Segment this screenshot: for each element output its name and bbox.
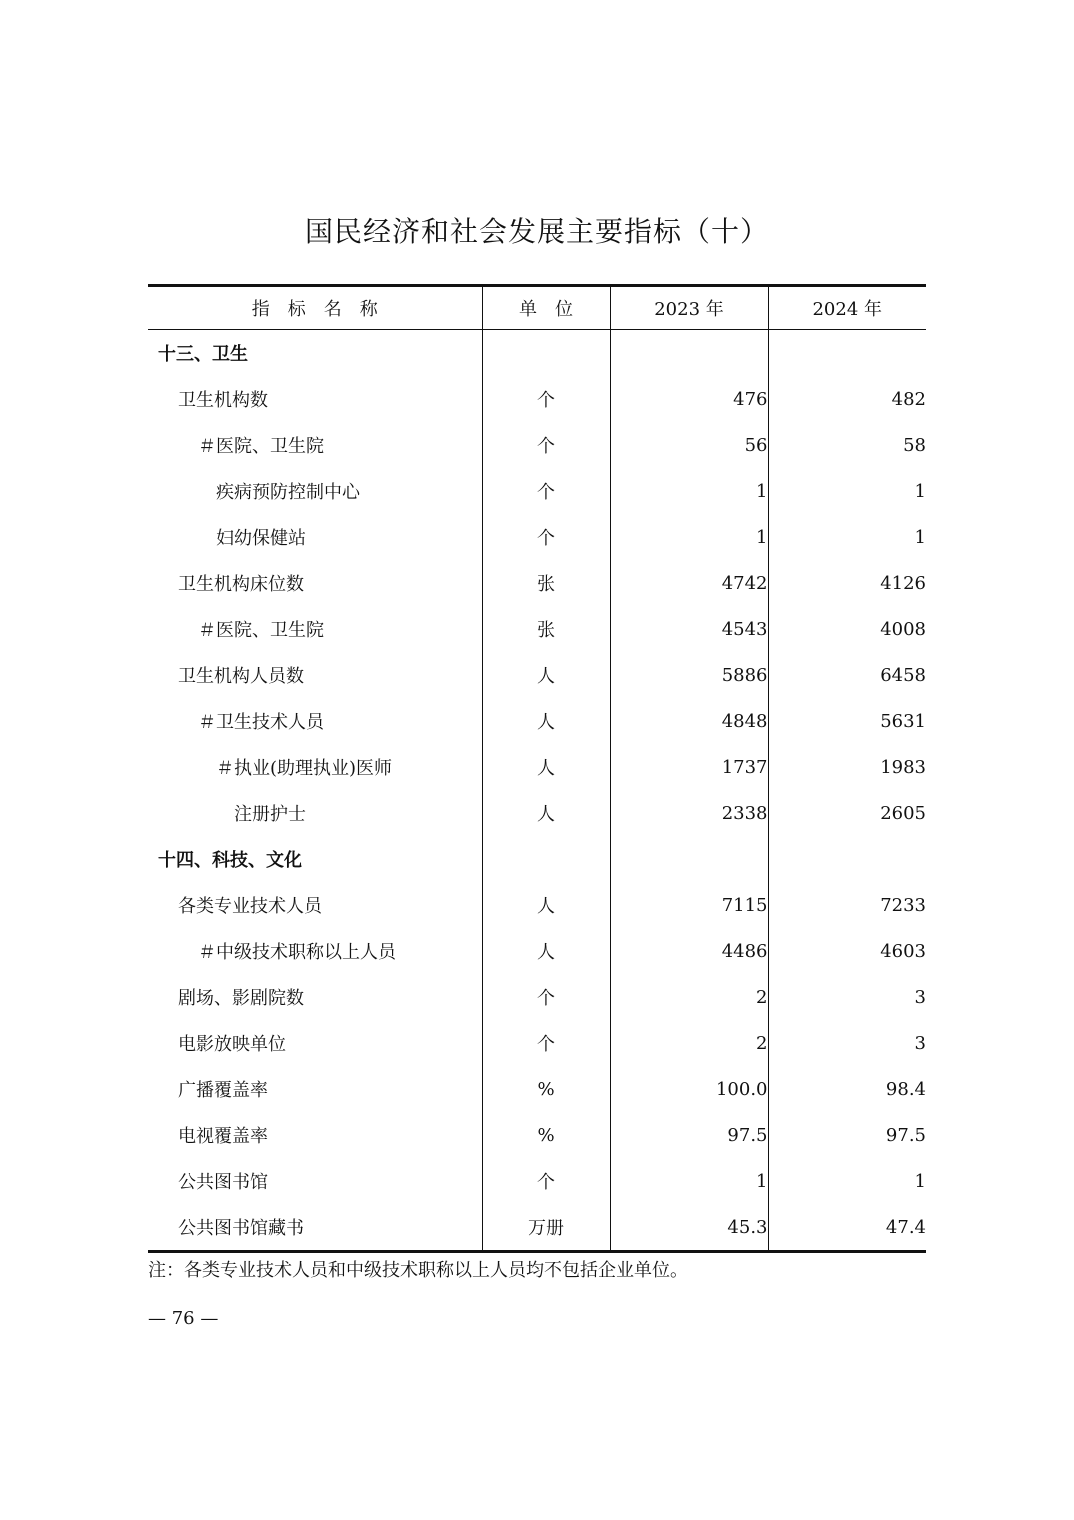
unit-cell: 人	[482, 790, 610, 836]
indicator-name: 剧场、影剧院数	[178, 988, 304, 1009]
indicator-name: ＃中级技术职称以上人员	[198, 942, 396, 963]
value-2024	[768, 836, 926, 882]
indicator-name: 电影放映单位	[178, 1034, 286, 1055]
indicator-name: ＃执业(助理执业)医师	[216, 758, 393, 779]
section-row	[148, 836, 926, 882]
value-2024: 1	[768, 1158, 926, 1204]
section-title: 十三、卫生	[158, 344, 248, 365]
value-2023: 56	[610, 422, 768, 468]
page-title: 国民经济和社会发展主要指标（十）	[304, 215, 769, 248]
unit-cell: 人	[482, 928, 610, 974]
footnote: 注：各类专业技术人员和中级技术职称以上人员均不包括企业单位。	[148, 1260, 688, 1281]
value-2023: 4486	[610, 928, 768, 974]
table-row	[148, 974, 926, 1020]
unit-cell: %	[482, 1112, 610, 1158]
table-row	[148, 468, 926, 514]
indicator-name: ＃卫生技术人员	[198, 712, 324, 733]
header-indicator-name: 指 标 名 称	[148, 286, 482, 330]
header-unit: 单 位	[482, 286, 610, 330]
unit-cell: 个	[482, 376, 610, 422]
indicator-name: 注册护士	[234, 804, 306, 825]
unit-cell: 个	[482, 1158, 610, 1204]
header-2024: 2024 年	[768, 286, 926, 330]
value-2023: 1737	[610, 744, 768, 790]
value-2023: 476	[610, 376, 768, 422]
unit-cell: %	[482, 1066, 610, 1112]
value-2024: 4126	[768, 560, 926, 606]
value-2023: 4543	[610, 606, 768, 652]
table-row	[148, 514, 926, 560]
unit-cell: 个	[482, 514, 610, 560]
unit-cell: 人	[482, 652, 610, 698]
indicator-name: ＃医院、卫生院	[198, 620, 324, 641]
value-2023: 4742	[610, 560, 768, 606]
value-2024: 97.5	[768, 1112, 926, 1158]
unit-cell: 人	[482, 698, 610, 744]
value-2024: 1983	[768, 744, 926, 790]
indicator-table	[148, 284, 926, 1253]
unit-cell: 个	[482, 974, 610, 1020]
value-2024: 482	[768, 376, 926, 422]
value-2023: 97.5	[610, 1112, 768, 1158]
value-2024: 4603	[768, 928, 926, 974]
page-number: — 76 —	[148, 1308, 219, 1329]
value-2023	[610, 836, 768, 882]
unit-cell: 万册	[482, 1204, 610, 1252]
indicator-name: 各类专业技术人员	[178, 896, 322, 917]
value-2023	[610, 330, 768, 377]
table-row	[148, 1204, 926, 1252]
value-2024: 7233	[768, 882, 926, 928]
indicator-name: 疾病预防控制中心	[216, 482, 360, 503]
indicator-name: 妇幼保健站	[216, 528, 306, 549]
table-row	[148, 698, 926, 744]
value-2024: 58	[768, 422, 926, 468]
table-row	[148, 882, 926, 928]
value-2024: 1	[768, 514, 926, 560]
table-row	[148, 1112, 926, 1158]
value-2023: 45.3	[610, 1204, 768, 1252]
indicator-name: 卫生机构人员数	[178, 666, 304, 687]
unit-cell: 个	[482, 1020, 610, 1066]
value-2023: 2	[610, 1020, 768, 1066]
unit-cell: 张	[482, 606, 610, 652]
value-2024: 5631	[768, 698, 926, 744]
value-2024: 98.4	[768, 1066, 926, 1112]
unit-cell: 人	[482, 744, 610, 790]
table-row	[148, 928, 926, 974]
value-2024: 2605	[768, 790, 926, 836]
indicator-name: 卫生机构床位数	[178, 574, 304, 595]
indicator-name: 公共图书馆藏书	[178, 1218, 304, 1239]
table-row	[148, 376, 926, 422]
value-2024	[768, 330, 926, 377]
value-2024: 4008	[768, 606, 926, 652]
unit-cell	[482, 330, 610, 377]
value-2024: 6458	[768, 652, 926, 698]
table-row	[148, 1066, 926, 1112]
value-2023: 4848	[610, 698, 768, 744]
header-2023: 2023 年	[610, 286, 768, 330]
unit-cell: 张	[482, 560, 610, 606]
value-2023: 1	[610, 514, 768, 560]
table-row	[148, 790, 926, 836]
table-row	[148, 422, 926, 468]
value-2024: 1	[768, 468, 926, 514]
indicator-name: 广播覆盖率	[178, 1080, 268, 1101]
section-row	[148, 330, 926, 377]
table-row	[148, 652, 926, 698]
table-header-row	[148, 286, 926, 330]
value-2023: 2338	[610, 790, 768, 836]
indicator-name: 公共图书馆	[178, 1172, 268, 1193]
unit-cell: 个	[482, 468, 610, 514]
unit-cell: 人	[482, 882, 610, 928]
unit-cell: 个	[482, 422, 610, 468]
value-2024: 3	[768, 1020, 926, 1066]
table-body	[148, 330, 926, 1252]
value-2023: 2	[610, 974, 768, 1020]
table-row	[148, 606, 926, 652]
value-2023: 1	[610, 1158, 768, 1204]
indicator-name: 电视覆盖率	[178, 1126, 268, 1147]
unit-cell	[482, 836, 610, 882]
indicator-name: ＃医院、卫生院	[198, 436, 324, 457]
value-2023: 7115	[610, 882, 768, 928]
table-row	[148, 1158, 926, 1204]
table-row	[148, 560, 926, 606]
value-2023: 1	[610, 468, 768, 514]
table-row	[148, 1020, 926, 1066]
value-2023: 100.0	[610, 1066, 768, 1112]
value-2024: 47.4	[768, 1204, 926, 1252]
indicator-name: 卫生机构数	[178, 390, 268, 411]
table-row	[148, 744, 926, 790]
value-2023: 5886	[610, 652, 768, 698]
section-title: 十四、科技、文化	[158, 850, 302, 871]
value-2024: 3	[768, 974, 926, 1020]
